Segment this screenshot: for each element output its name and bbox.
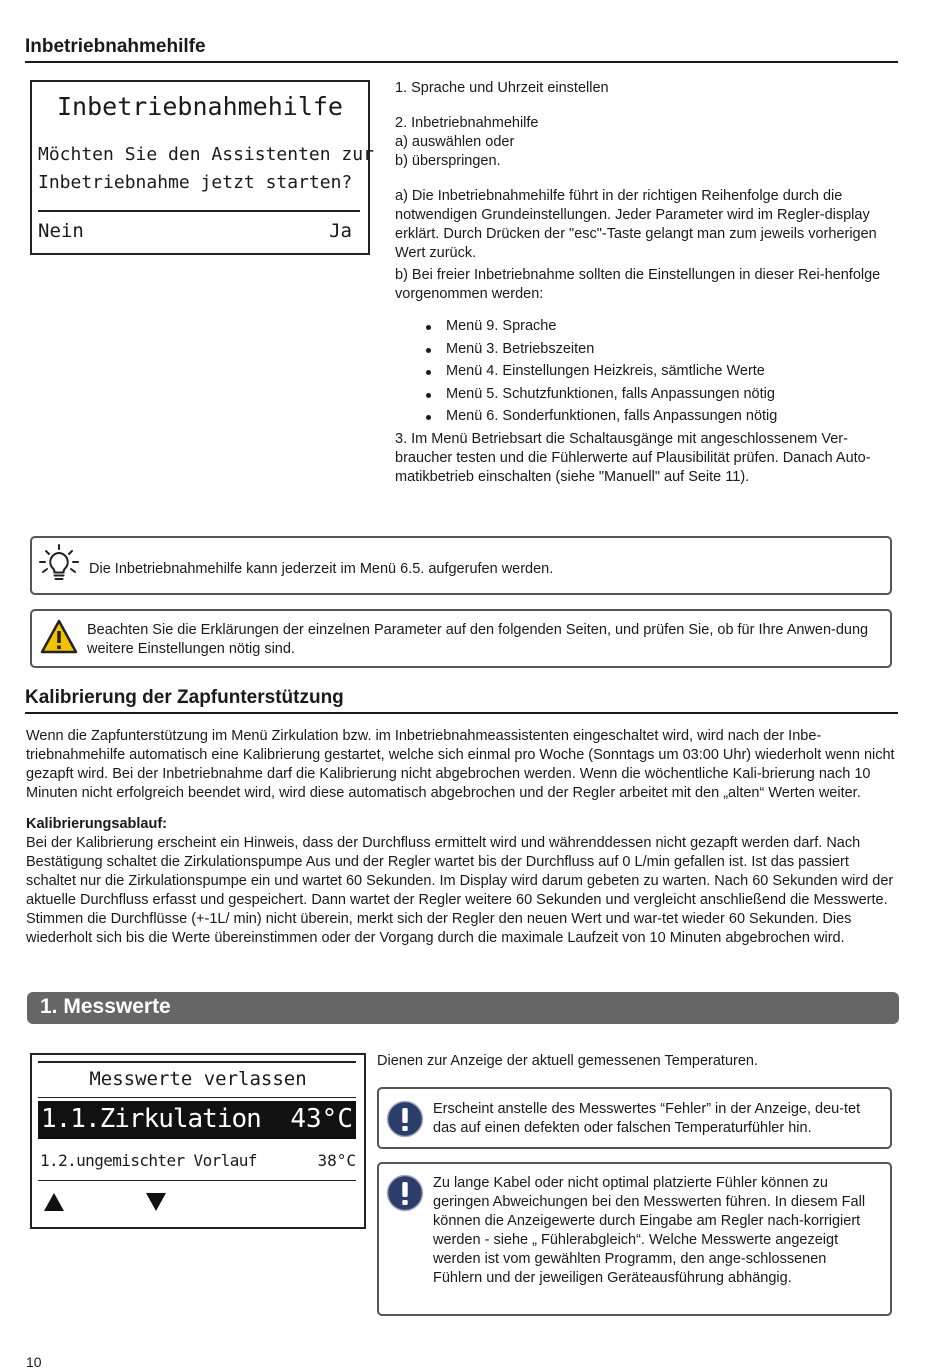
exclamation-icon [386,1100,424,1138]
warning-icon [40,619,78,655]
lightbulb-icon [38,544,80,586]
exclamation-icon [386,1174,424,1212]
warning-callout [30,609,892,668]
lcd-divider [38,1180,356,1181]
lcd-title: Inbetriebnahmehilfe [57,92,343,121]
list-item: Menü 3. Betriebszeiten [426,338,900,361]
step-2a: a) auswählen oder [395,134,515,150]
info-callout-error [377,1087,892,1149]
step-2b: b) überspringen. [395,153,501,169]
lcd-question-line1: Möchten Sie den Assistenten zur [38,144,374,165]
lcd-no-option[interactable]: Nein [38,220,84,242]
lcd-display-commissioning [30,80,374,255]
banner-title: 1. Messwerte [40,995,171,1018]
heading-rule [25,712,898,714]
calibration-body [26,727,900,948]
lcd-display-measurements [30,1053,366,1229]
list-item: Menü 4. Einstellungen Heizkreis, sämtliche Werte [426,360,900,383]
step-1: 1. Sprache und Uhrzeit einstellen [395,80,609,96]
heading-rule [25,61,898,63]
lcd-row2-value: 38°C [317,1151,356,1170]
lcd-exit-menu[interactable]: Messwerte verlassen [89,1068,307,1090]
section-banner-messwerte [27,992,899,1024]
lcd-title-rule [38,1097,356,1098]
paragraph-3: 3. Im Menü Betriebsart die Schaltausgänge mit angeschlossenem Ver-braucher testen und die Fühlerwerte auf Plausibilität prüfen. Danach Auto-matikbetrieb einschalten (siehe "Manuell" auf Seite 11). [395,430,871,485]
lcd-selected-row[interactable] [38,1101,356,1139]
lcd-question-line2: Inbetriebnahme jetzt starten? [38,172,353,193]
arrow-up-icon[interactable] [42,1191,66,1213]
paragraph-a: a) Die Inbetriebnahmehilfe führt in der richtigen Reihenfolge durch die notwendigen Grundeinstellungen. Jeder Parameter wird im Regler-display erklärt. Durch Drücken der "esc"-Taste gelangt man zum jeweils vorherigen Wert zurück. [395,188,877,261]
step-2: 2. Inbetriebnahmehilfe [395,115,539,131]
steps-column [395,79,900,487]
measurement-intro: Dienen zur Anzeige der aktuell gemessenen Temperaturen. [377,1053,758,1069]
lcd-row1-value: 43°C [290,1104,353,1134]
list-item: Menü 9. Sprache [426,315,900,338]
arrow-down-icon[interactable] [144,1191,168,1213]
lcd-row1-label: 1.1.Zirkulation [41,1104,261,1134]
page-number: 10 [26,1354,42,1370]
section-heading-inbetriebnahmehilfe: Inbetriebnahmehilfe [25,36,206,57]
lcd-yes-option[interactable]: Ja [329,220,352,242]
info-callout-calibration [377,1162,892,1316]
paragraph-b: b) Bei freier Inbetriebnahme sollten die Einstellungen in dieser Rei-henfolge vorgenommen werden: [395,267,881,302]
calibration-procedure: Bei der Kalibrierung erscheint ein Hinweis, dass der Durchfluss ermittelt wird und währenddessen nicht gezapft werden darf. Nach Bestätigung schaltet die Zirkulationspumpe Aus und der Regler wartet bis der Durchfluss auf 0 L/min gefallen ist. Ist das passiert schaltet nur die Zirkulationspumpe ein und wartet 60 Sekunden. Im Display wird darum gebeten zu warten. Nach 60 Sekunden wird der aktuelle Durchfluss erfasst und gespeichert. Dann wartet der Regler weitere 60 Sekunden und vergleicht anschließend die Messwerte. Stimmen die Durchflüsse (+-1L/ min) nicht überein, merkt sich der Regler den neuen Wert und war-tet wieder 60 Sekunden. Dies wiederholt sich bis die Werte übereinstimmen oder der Vorgang durch die maximale Laufzeit von 10 Minuten abgebrochen wird. [26,835,894,946]
section-heading-kalibrierung: Kalibrierung der Zapfunterstützung [25,687,344,708]
tip-text: Die Inbetriebnahmehilfe kann jederzeit im Menü 6.5. aufgerufen werden. [89,561,554,577]
tip-callout [30,536,892,595]
calibration-paragraph: Wenn die Zapfunterstützung im Menü Zirkulation bzw. im Inbetriebnahmeassistenten eingeschaltet wird, wird nach der Inbe-triebnahmehilfe automatisch eine Kalibrierung gestartet, welche sich einmal pro Woche (Sonntags um 03:00 Uhr) wiederholt wenn nicht gezapft wird. Bei der Inbetriebnahme darf die Kalibrierung nicht abgebrochen werden. Wenn die wöchentliche Kali-brierung nach 10 Minuten nicht erfolgreich beendet wird, wird diese automatisch abgebrochen und der Regler arbeitet mit den „alten“ Werten weiter. [26,728,895,801]
calibration-subheading: Kalibrierungsablauf: [26,816,167,832]
lcd-row2-label[interactable]: 1.2.ungemischter Vorlauf [40,1151,257,1170]
list-item: Menü 6. Sonderfunktionen, falls Anpassungen nötig [426,405,900,428]
sensor-note-text: Zu lange Kabel oder nicht optimal platzierte Fühler können zu geringen Abweichungen bei den Messwerten führen. In diesem Fall können die Anzeigewerte durch Eingabe am Regler nach-korrigiert werden - siehe „ Fühlerabgleich“. Welche Messwerte angezeigt werden ist vom gewählten Programm, den ange-schlossenen Fühlern und der jeweiligen Geräteausführung abhängig. [433,1175,866,1286]
error-note-text: Erscheint anstelle des Messwertes “Fehler” in der Anzeige, deu-tet das auf einen defekten oder falschen Temperaturfühler hin. [433,1101,861,1136]
warning-text: Beachten Sie die Erklärungen der einzelnen Parameter auf den folgenden Seiten, und prüfen Sie, ob für Ihre Anwen-dung weitere Einstellungen nötig sind. [87,622,869,657]
lcd-top-rule [38,1061,356,1063]
menu-order-list [426,315,900,428]
list-item: Menü 5. Schutzfunktionen, falls Anpassungen nötig [426,383,900,406]
lcd-divider [38,210,360,212]
